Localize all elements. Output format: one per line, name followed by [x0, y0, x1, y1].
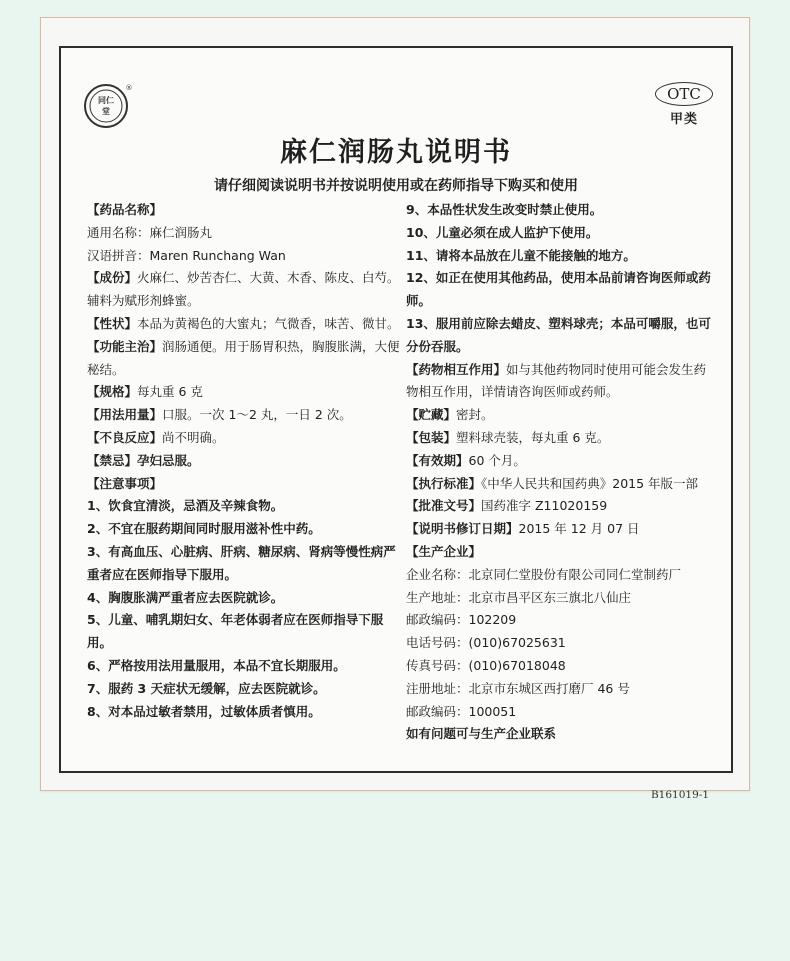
section-text: 口服。一次 1～2 丸，一日 2 次。	[162, 407, 352, 423]
section-text: 本品为黄褐色的大蜜丸；气微香，味苦、微甘。	[137, 315, 400, 331]
right-item	[406, 450, 711, 473]
instruction-sheet	[40, 17, 750, 801]
section-text: 3、有高血压、心脏病、肝病、糖尿病、肾病等慢性病严重者应在医师指导下服用。	[87, 543, 396, 582]
section-text: 通用名称：麻仁润肠丸	[87, 224, 213, 240]
document-subtitle: 请仔细阅读说明书并按说明使用或在药师指导下购买和使用	[214, 178, 578, 194]
section-text: 电话号码：(010)67025631	[406, 635, 566, 651]
left-item	[87, 495, 407, 518]
section-text: 5、儿童、哺乳期妇女、年老体弱者应在医师指导下服用。	[87, 612, 384, 651]
section-text: 企业名称：北京同仁堂股份有限公司同仁堂制药厂	[406, 566, 682, 582]
left-item	[87, 450, 407, 473]
left-item	[87, 336, 407, 382]
right-item	[406, 427, 711, 450]
left-item	[87, 473, 407, 496]
left-item	[87, 587, 407, 610]
logo-text-2: 堂	[102, 107, 110, 116]
otc-label: OTC	[655, 82, 713, 106]
section-text: 塑料球壳装，每丸重 6 克。	[456, 429, 610, 445]
section-text: 邮政编码：100051	[406, 703, 517, 719]
right-item	[406, 359, 711, 405]
section-label: 【性状】	[87, 315, 138, 331]
right-item	[406, 723, 711, 746]
section-text: 尚不明确。	[162, 429, 225, 445]
right-item	[406, 199, 711, 222]
section-label: 【生产企业】	[406, 543, 482, 559]
right-item	[406, 267, 711, 313]
left-item	[87, 427, 407, 450]
right-item	[406, 473, 711, 496]
left-item	[87, 609, 407, 655]
right-item	[406, 632, 711, 655]
left-item	[87, 199, 407, 222]
section-text: 火麻仁、炒苦杏仁、大黄、木香、陈皮、白芍。辅料为赋形剂蜂蜜。	[87, 270, 400, 309]
section-text: 每丸重 6 克	[137, 384, 203, 400]
section-text: 《中华人民共和国药典》2015 年版一部	[481, 475, 699, 491]
left-item	[87, 541, 407, 587]
section-text: 9、本品性状发生改变时禁止使用。	[406, 202, 603, 217]
section-text: 生产地址：北京市昌平区东三旗北八仙庄	[406, 589, 632, 605]
left-item	[87, 381, 407, 404]
right-item	[406, 518, 711, 541]
right-item	[406, 655, 711, 678]
right-item	[406, 222, 711, 245]
section-text: 如与其他药物同时使用可能会发生药物相互作用，详情请咨询医师或药师。	[406, 361, 707, 400]
left-item	[87, 313, 407, 336]
left-item	[87, 404, 407, 427]
section-label: 【规格】	[87, 384, 138, 400]
section-text: 汉语拼音：Maren Runchang Wan	[87, 247, 286, 263]
left-column	[87, 199, 407, 723]
registered-mark: ®	[125, 84, 133, 92]
section-label: 【执行标准】	[406, 475, 482, 491]
section-text: 1、饮食宜清淡，忌酒及辛辣食物。	[87, 498, 284, 514]
section-label: 【药品名称】	[87, 202, 163, 217]
right-item	[406, 701, 711, 724]
section-text: 孕妇忌服。	[137, 452, 200, 468]
section-text: 2、不宜在服药期间同时服用滋补性中药。	[87, 521, 321, 537]
right-item	[406, 678, 711, 701]
left-item	[87, 655, 407, 678]
right-item	[406, 245, 711, 268]
section-label: 【包装】	[406, 429, 457, 445]
section-text: 国药准字 Z11020159	[481, 498, 608, 514]
section-label: 【说明书修订日期】	[406, 521, 519, 537]
section-label: 【有效期】	[406, 452, 469, 468]
section-text: 传真号码：(010)67018048	[406, 657, 566, 673]
left-item	[87, 518, 407, 541]
section-text: 注册地址：北京市东城区西打磨厂 46 号	[406, 680, 630, 696]
right-item	[406, 609, 711, 632]
right-item	[406, 495, 711, 518]
left-item	[87, 678, 407, 701]
section-text: 12、如正在使用其他药品，使用本品前请咨询医师或药师。	[406, 270, 711, 309]
section-label: 【药物相互作用】	[406, 361, 507, 377]
section-label: 【成份】	[87, 270, 138, 286]
section-text: 邮政编码：102209	[406, 612, 517, 628]
section-label: 【不良反应】	[87, 429, 163, 445]
section-text: 如有问题可与生产企业联系	[406, 726, 557, 742]
left-item	[87, 222, 407, 245]
section-text: 8、对本品过敏者禁用，过敏体质者慎用。	[87, 703, 321, 719]
section-text: 4、胸腹胀满严重者应去医院就诊。	[87, 589, 284, 605]
section-text: 11、请将本品放在儿童不能接触的地方。	[406, 247, 636, 263]
section-label: 【批准文号】	[406, 498, 482, 514]
section-text: 密封。	[456, 407, 494, 423]
right-item	[406, 564, 711, 587]
section-text: 6、严格按用法用量服用，本品不宜长期服用。	[87, 657, 346, 673]
sheet-border	[59, 46, 733, 801]
right-item	[406, 587, 711, 610]
left-item	[87, 701, 407, 724]
right-item	[406, 404, 711, 427]
section-label: 【贮藏】	[406, 407, 457, 423]
right-column	[406, 199, 711, 746]
right-item	[406, 313, 711, 359]
left-item	[87, 267, 407, 313]
section-label: 【功能主治】	[87, 338, 163, 354]
section-text: 13、服用前应除去蜡皮、塑料球壳；本品可嚼服，也可分份吞服。	[406, 315, 711, 354]
otc-class: 甲类	[669, 112, 698, 127]
section-text: 润肠通便。用于肠胃积热，胸腹胀满，大便秘结。	[87, 338, 400, 377]
section-label: 【注意事项】	[87, 475, 163, 491]
section-label: 【禁忌】	[87, 452, 138, 468]
logo-text-1: 同仁	[98, 96, 114, 105]
section-label: 【用法用量】	[87, 407, 163, 423]
document-code: B161019-1	[650, 789, 709, 801]
section-text: 60 个月。	[468, 452, 526, 468]
document-title: 麻仁润肠丸说明书	[280, 137, 512, 168]
section-text: 7、服药 3 天症状无缓解，应去医院就诊。	[87, 680, 326, 696]
left-item	[87, 245, 407, 268]
right-item	[406, 541, 711, 564]
section-text: 2015 年 12 月 07 日	[518, 521, 640, 537]
otc-badge	[655, 82, 713, 127]
section-text: 10、儿童必须在成人监护下使用。	[406, 224, 599, 240]
tongrentang-logo	[83, 81, 133, 131]
